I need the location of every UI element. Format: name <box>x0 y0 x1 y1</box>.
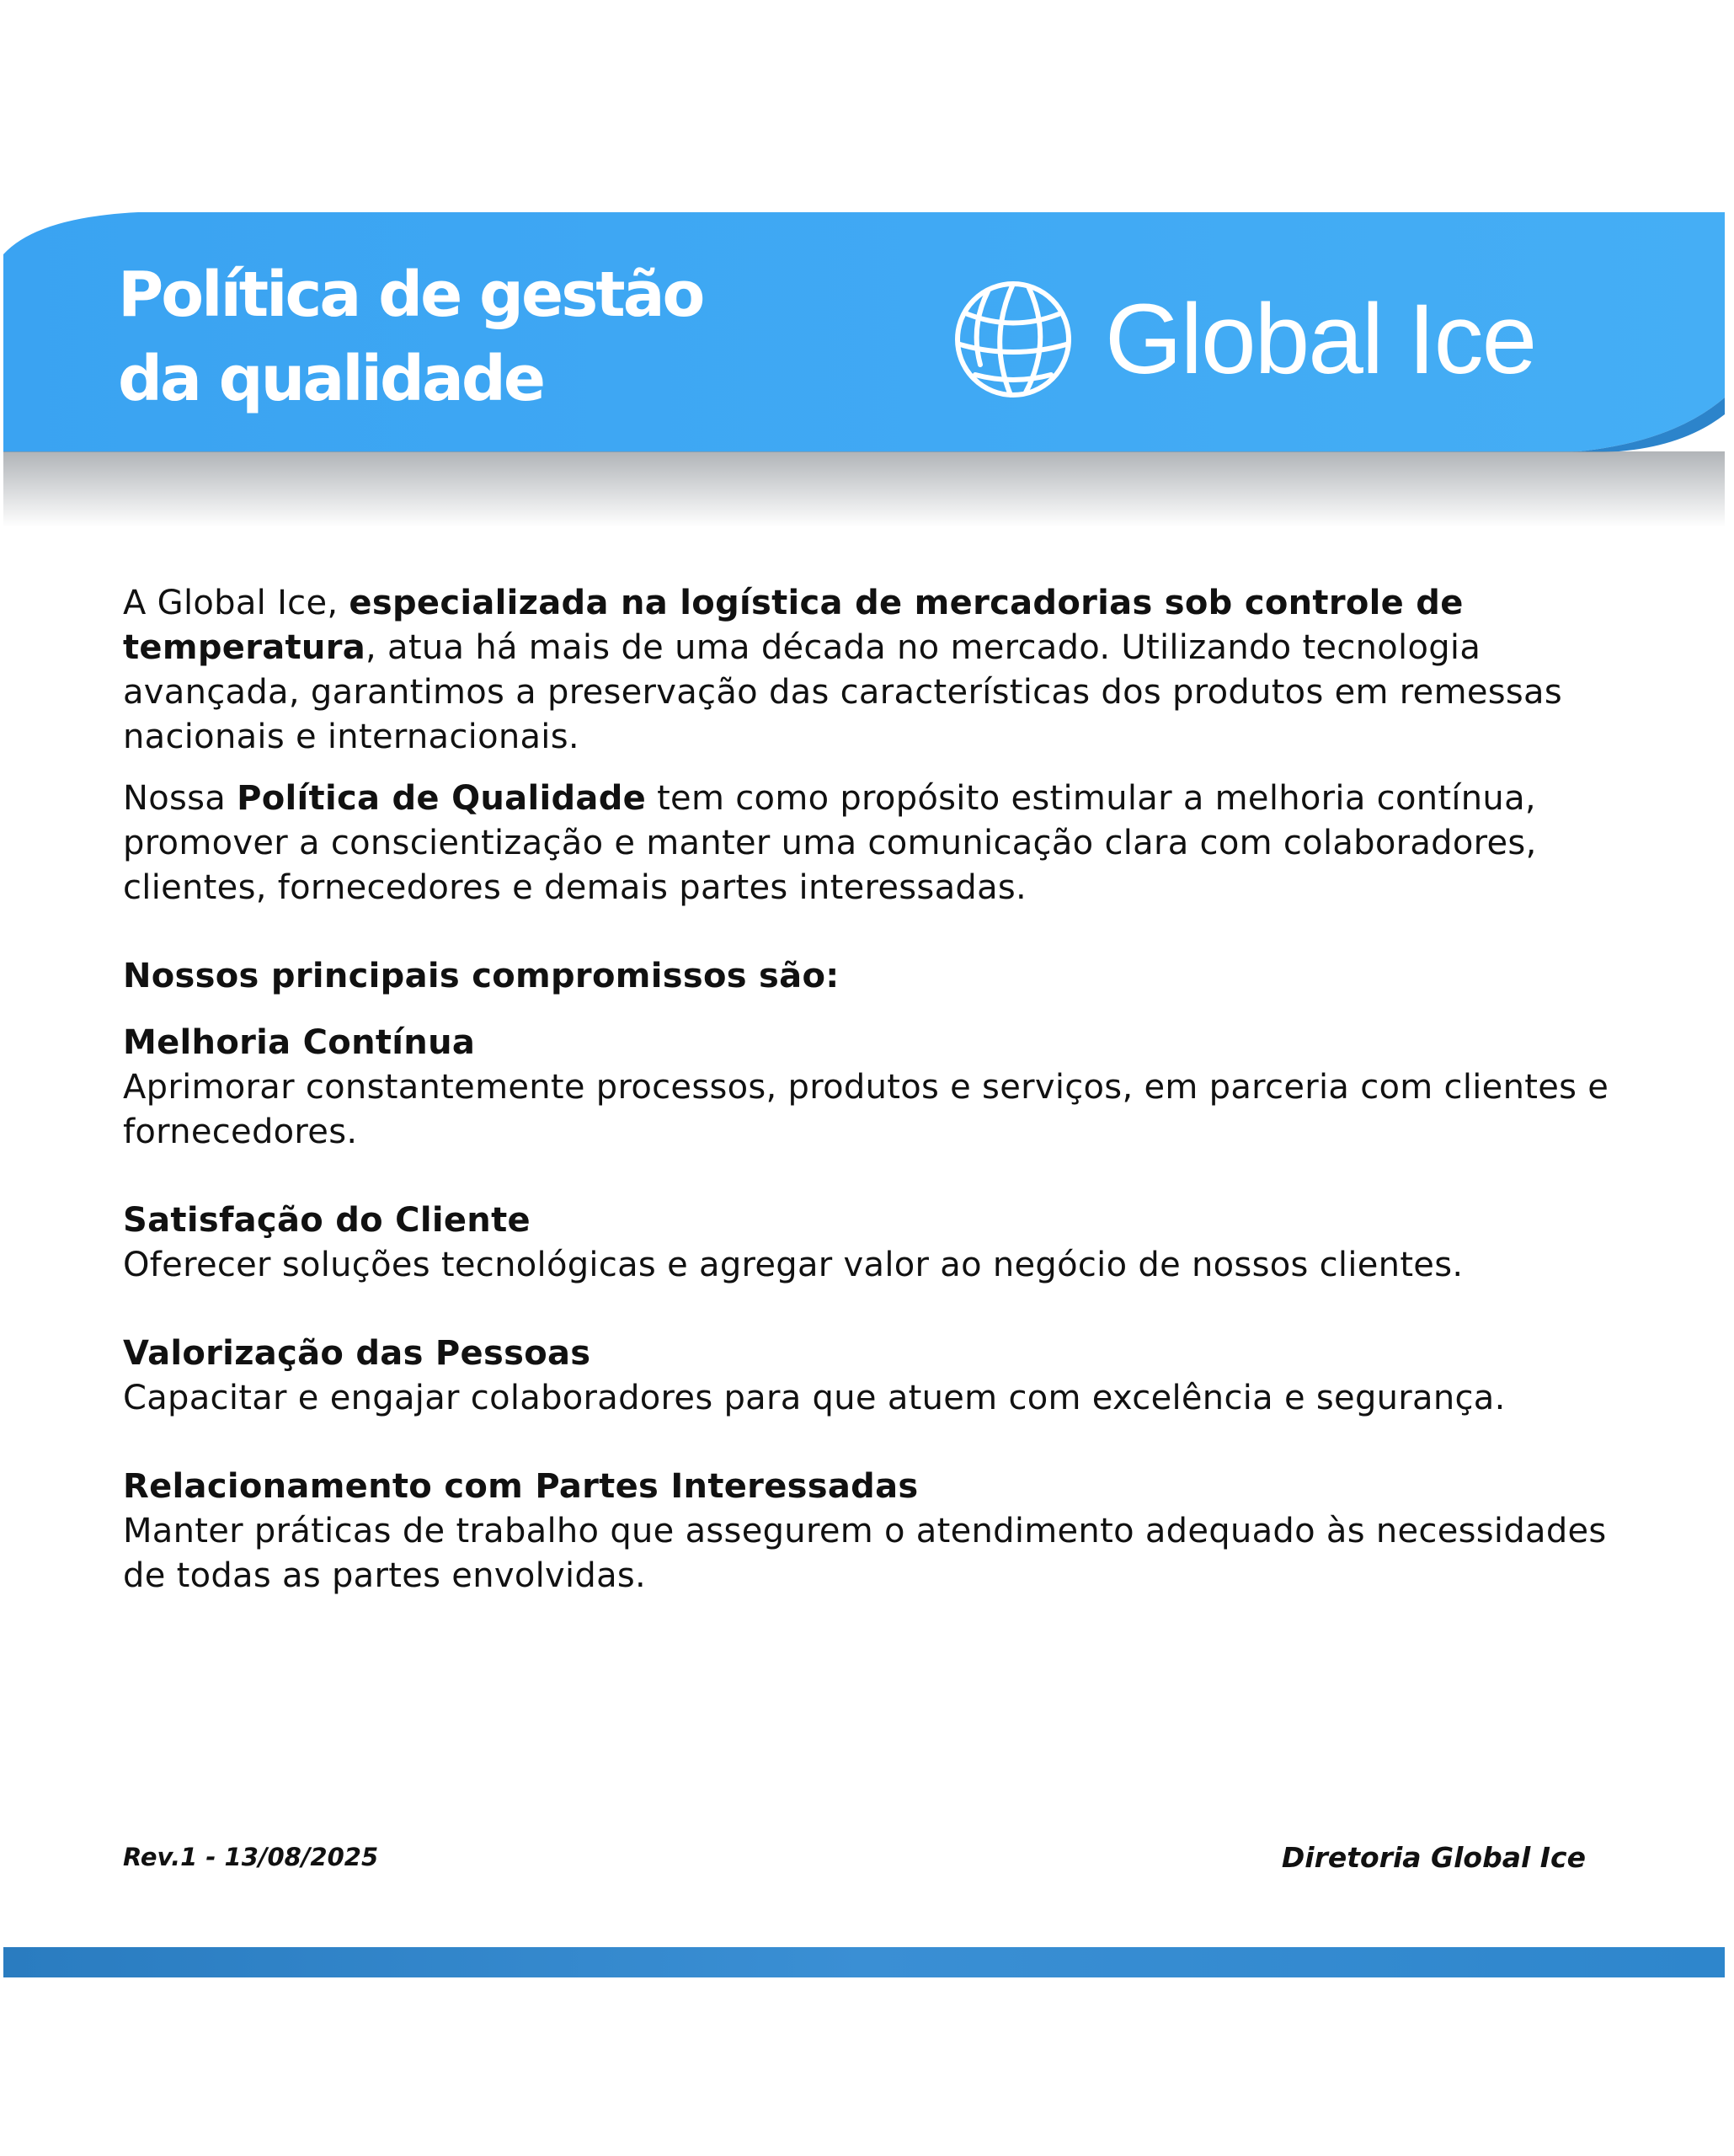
commitment-description: Capacitar e engajar colaboradores para que atuem com excelência e segurança. <box>123 1379 1506 1417</box>
commitment-description: Manter práticas de trabalho que assegurem o atendimento adequado às necessidades de todas as partes envolvidas. <box>123 1512 1607 1595</box>
logo-text: Global Ice <box>1105 284 1536 395</box>
bottom-bar <box>3 1947 1725 1977</box>
intro-paragraph <box>123 581 1622 760</box>
intro-text-start: A Global Ice, <box>123 584 349 622</box>
commitment-item <box>123 1465 1622 1598</box>
commitment-description: Oferecer soluções tecnológicas e agregar valor ao negócio de nossos clientes. <box>123 1246 1464 1284</box>
commitment-title: Valorização das Pessoas <box>123 1334 591 1373</box>
page-title <box>118 253 876 421</box>
policy-text-end: tem como propósito estimular a melhoria contínua, promover a conscientização e manter uma comunicação clara com colaboradores, clientes, fornecedores e demais partes interessadas. <box>123 779 1537 907</box>
policy-text-start: Nossa <box>123 779 237 818</box>
commitment-title: Relacionamento com Partes Interessadas <box>123 1467 919 1506</box>
intro-text-bold: especializada na logística de mercadorias sob controle de temperatura <box>123 584 1464 667</box>
policy-paragraph <box>123 776 1622 910</box>
title-line-1: Política de gestão <box>118 259 703 331</box>
intro-text-end: , atua há mais de uma década no mercado. Utilizando tecnologia avançada, garantimos a preservação das características dos produtos em remessas nacionais e internacionais. <box>123 628 1562 756</box>
commitments-heading: Nossos principais compromissos são: <box>123 957 840 995</box>
policy-text-bold: Política de Qualidade <box>237 779 647 818</box>
company-logo <box>950 276 1535 403</box>
commitment-item <box>123 1198 1622 1288</box>
commitment-description: Aprimorar constantemente processos, produtos e serviços, em parceria com clientes e fornecedores. <box>123 1068 1609 1151</box>
signature-label: Diretoria Global Ice <box>1281 1841 1586 1874</box>
title-line-2: da qualidade <box>118 343 544 415</box>
commitment-title: Satisfação do Cliente <box>123 1201 531 1240</box>
globe-icon <box>950 276 1076 403</box>
policy-content <box>123 581 1622 1642</box>
revision-label: Rev.1 - 13/08/2025 <box>123 1843 379 1871</box>
commitment-item <box>123 1021 1622 1155</box>
commitment-title: Melhoria Contínua <box>123 1023 476 1062</box>
header-shadow <box>3 451 1725 527</box>
commitment-item <box>123 1331 1622 1421</box>
